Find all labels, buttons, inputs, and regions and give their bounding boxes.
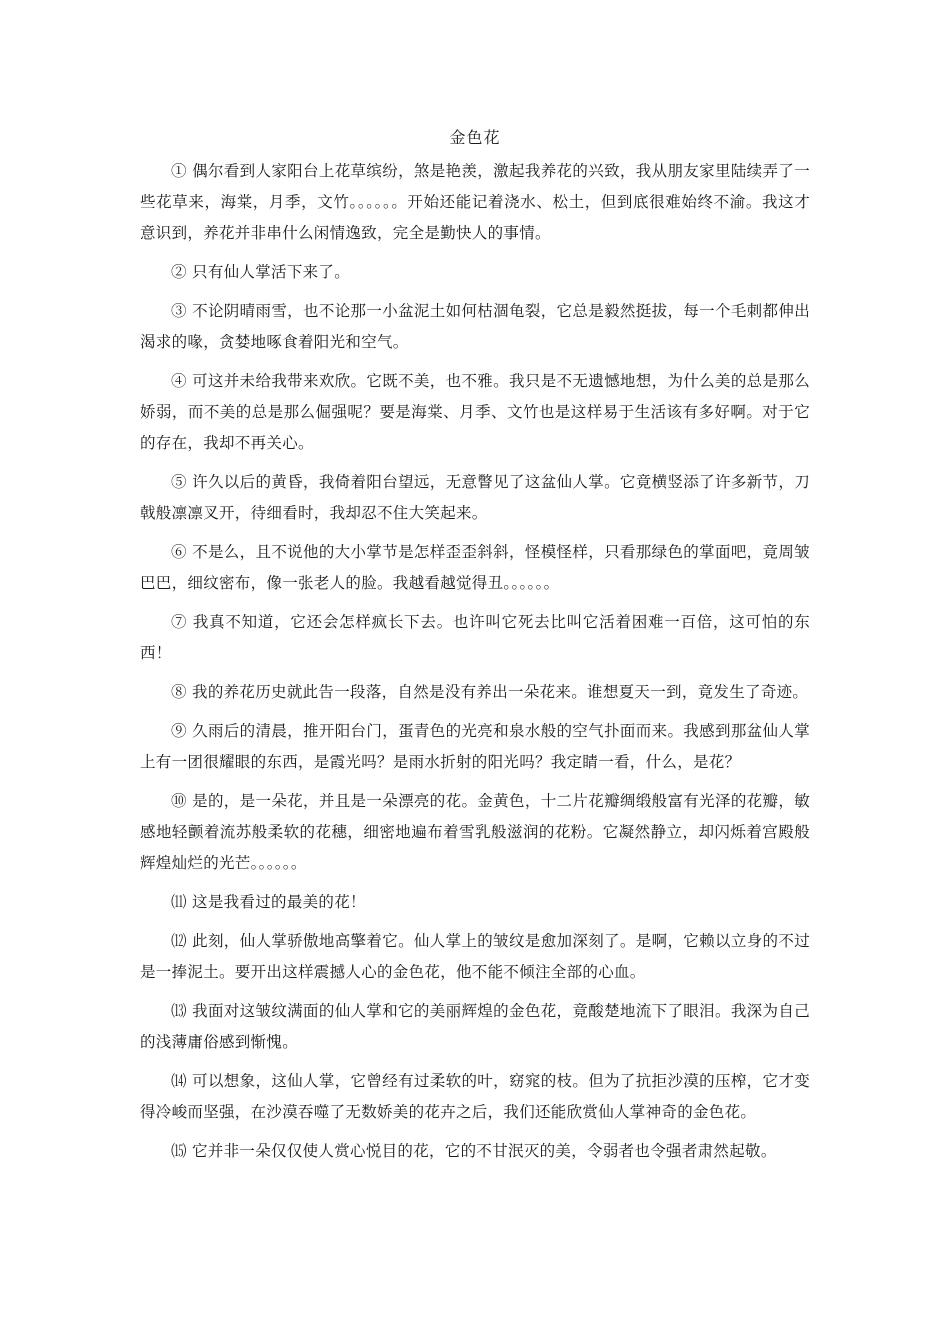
paragraph-11: ⑾ 这是我看过的最美的花！ xyxy=(171,893,366,911)
paragraph-10: ⑩ 是的，是一朵花，并且是一朵漂亮的花。金黄色，十二片花瓣绸缎般富有光泽的花瓣，敏感地轻颤着流苏般柔软的花穗，细密地遍布着雪乳般滋润的花粉。它凝然静立，却闪烁着宫殿般辉煌灿烂的光芒。。。。。。 xyxy=(140,792,810,872)
paragraph-9: ⑨ 久雨后的清晨，推开阳台门，蛋青色的光亮和泉水般的空气扑面而来。我感到那盆仙人掌上有一团很耀眼的东西，是霞光吗？是雨水折射的阳光吗？我定睛一看，什么，是花？ xyxy=(140,722,810,771)
paragraph-12: ⑿ 此刻，仙人掌骄傲地高擎着它。仙人掌上的皱纹是愈加深刻了。是啊，它赖以立身的不过是一捧泥土。要开出这样震撼人心的金色花，他不能不倾注全部的心血。 xyxy=(140,932,810,981)
document-title: 金色花 xyxy=(449,128,501,147)
paragraph-4: ④ 可这并未给我带来欢欣。它既不美，也不雅。我只是不无遗憾地想，为什么美的总是那么娇弱，而不美的总是那么倔强呢？要是海棠、月季、文竹也是这样易于生活该有多好啊。对于它的存在，我却不再关心。 xyxy=(140,372,810,452)
paragraph-5: ⑤ 许久以后的黄昏，我倚着阳台望远，无意瞥见了这盆仙人掌。它竟横竖添了许多新节，刀戟般凛凛叉开，待细看时，我却忍不住大笑起来。 xyxy=(140,473,810,522)
paragraph-14: ⒁ 可以想象，这仙人掌，它曾经有过柔软的叶，窈窕的枝。但为了抗拒沙漠的压榨，它才变得冷峻而坚强，在沙漠吞噬了无数娇美的花卉之后，我们还能欣赏仙人掌神奇的金色花。 xyxy=(140,1072,810,1121)
paragraph-7: ⑦ 我真不知道，它还会怎样疯长下去。也许叫它死去比叫它活着困难一百倍，这可怕的东西！ xyxy=(140,613,810,662)
paragraph-8: ⑧ 我的养花历史就此告一段落，自然是没有养出一朵花来。谁想夏天一到，竟发生了奇迹。 xyxy=(171,683,809,701)
document-page xyxy=(140,120,810,1175)
paragraph-2: ② 只有仙人掌活下来了。 xyxy=(171,263,351,281)
paragraph-1: ① 偶尔看到人家阳台上花草缤纷，煞是艳羡，激起我养花的兴致，我从朋友家里陆续弄了一些花草来，海棠，月季，文竹。。。。。。开始还能记着浇水、松土，但到底很难始终不渝。我这才意识到，养花并非串什么闲情逸致，完全是勤快人的事情。 xyxy=(140,162,810,242)
paragraph-6: ⑥ 不是么，且不说他的大小掌节是怎样歪歪斜斜，怪模怪样，只看那绿色的掌面吧，竟周皱巴巴，细纹密布，像一张老人的脸。我越看越觉得丑。。。。。。 xyxy=(140,543,810,592)
paragraph-13: ⒀ 我面对这皱纹满面的仙人掌和它的美丽辉煌的金色花，竟酸楚地流下了眼泪。我深为自己的浅薄庸俗感到惭愧。 xyxy=(140,1002,810,1051)
paragraph-3: ③ 不论阴晴雨雪，也不论那一小盆泥土如何枯涸龟裂，它总是毅然挺拔，每一个毛刺都伸出渴求的喙，贪婪地啄食着阳光和空气。 xyxy=(140,302,810,351)
paragraph-15: ⒂ 它并非一朵仅仅使人赏心悦目的花，它的不甘泯灭的美，令弱者也令强者肃然起敬。 xyxy=(171,1142,777,1160)
